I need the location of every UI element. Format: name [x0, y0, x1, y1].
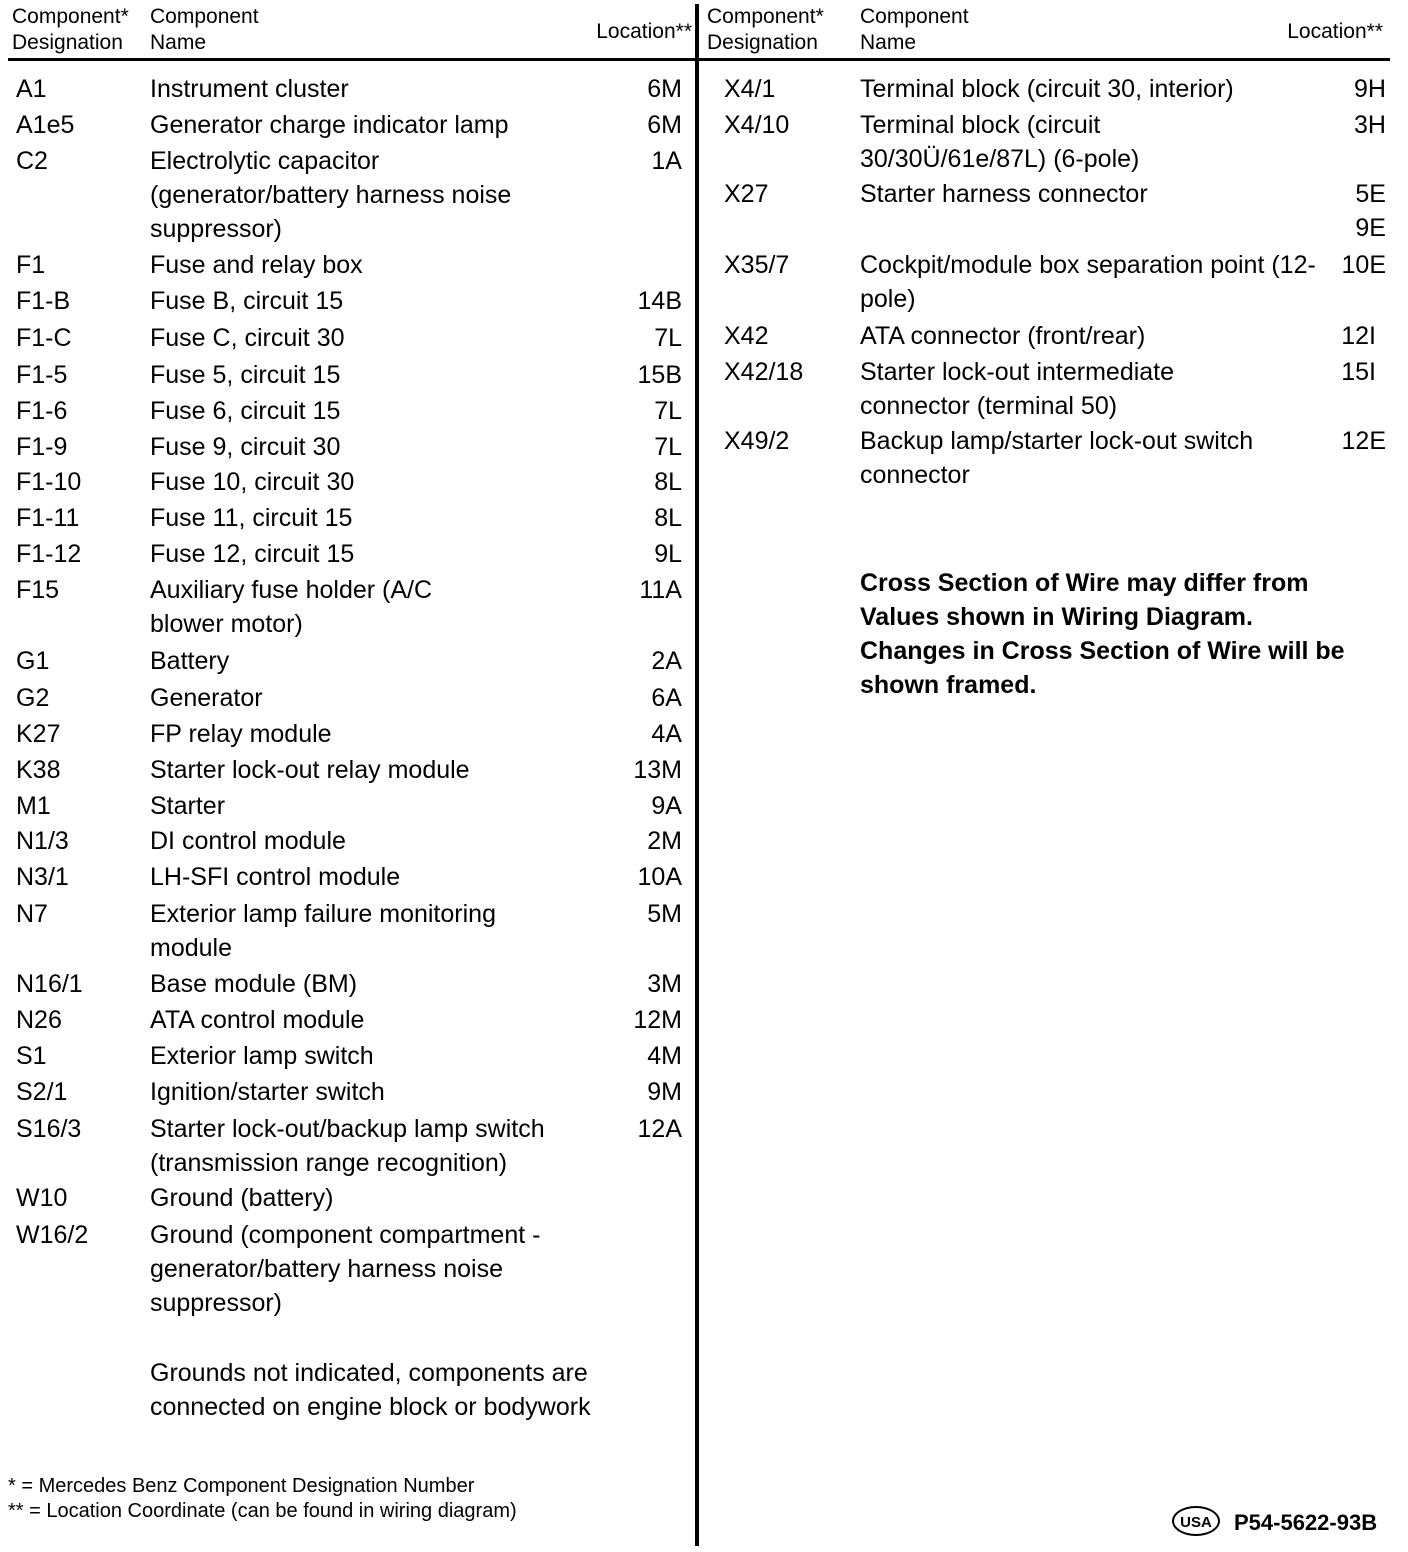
- header-name-line1: Component: [150, 5, 259, 28]
- location-cell: 2A: [651, 647, 682, 675]
- designation-cell: F15: [16, 576, 60, 604]
- name-cell: Backup lamp/starter lock-out switch connector: [860, 427, 1254, 489]
- designation-cell: W16/2: [16, 1221, 89, 1249]
- location-cell: 9M: [647, 1078, 682, 1106]
- designation-cell: M1: [16, 792, 51, 820]
- location-cell: 6A: [651, 684, 682, 712]
- document-code: P54-5622-93B: [1234, 1510, 1378, 1535]
- designation-cell: X4/1: [724, 75, 776, 103]
- designation-cell: F1-6: [16, 397, 68, 425]
- name-cell: Fuse B, circuit 15: [150, 287, 344, 315]
- location-cell: 10A: [637, 863, 682, 891]
- location-cell: 10E: [1341, 251, 1386, 279]
- location-cell: 6M: [647, 111, 682, 139]
- location-cell: 3H: [1354, 111, 1386, 139]
- header-name-line2: Name: [150, 31, 207, 54]
- header-designation-line2: Designation: [707, 31, 818, 54]
- header-designation-line1: Component*: [707, 5, 824, 28]
- name-cell: Fuse C, circuit 30: [150, 324, 345, 352]
- designation-cell: F1-11: [16, 504, 80, 532]
- location-cell: 13M: [633, 756, 682, 784]
- location-cell: 12I: [1341, 322, 1376, 350]
- name-cell: Auxiliary fuse holder (A/C blower motor): [150, 576, 433, 638]
- header-designation-line1: Component*: [12, 5, 129, 28]
- designation-cell: F1-B: [16, 287, 71, 315]
- name-cell: Starter: [150, 792, 226, 820]
- location-cell: 1A: [651, 147, 682, 175]
- name-cell: Starter lock-out relay module: [150, 756, 470, 784]
- designation-cell: X42/18: [724, 358, 804, 386]
- name-cell: Battery: [150, 647, 230, 675]
- designation-cell: G2: [16, 684, 50, 712]
- name-cell: Terminal block (circuit 30, interior): [860, 75, 1234, 103]
- grounds-note: Grounds not indicated, components are connected on engine block or bodywork: [150, 1359, 591, 1421]
- designation-cell: N26: [16, 1006, 62, 1034]
- name-cell: ATA control module: [150, 1006, 365, 1034]
- name-cell: Ground (component compartment - generator/battery harness noise suppressor): [150, 1221, 541, 1317]
- header-name-line2: Name: [860, 31, 917, 54]
- location-cell: 4A: [651, 720, 682, 748]
- designation-cell: S2/1: [16, 1078, 68, 1106]
- footnote-star: * = Mercedes Benz Component Designation Number: [8, 1475, 475, 1497]
- location-cell: 14B: [637, 287, 682, 315]
- location-cell: 15I: [1341, 358, 1376, 386]
- name-cell: Starter lock-out/backup lamp switch (transmission range recognition): [150, 1115, 545, 1177]
- location-cell: 7L: [654, 433, 682, 461]
- name-cell: Fuse 12, circuit 15: [150, 540, 355, 568]
- name-cell: Starter lock-out intermediate connector (terminal 50): [860, 358, 1175, 420]
- designation-cell: X4/10: [724, 111, 790, 139]
- left-name-header: [150, 4, 259, 56]
- designation-cell: X49/2: [724, 427, 790, 455]
- designation-cell: F1-C: [16, 324, 72, 352]
- designation-cell: X35/7: [724, 251, 790, 279]
- designation-cell: N7: [16, 900, 48, 928]
- name-cell: Ground (battery): [150, 1184, 334, 1212]
- designation-cell: C2: [16, 147, 48, 175]
- left-location-header: Location**: [596, 20, 692, 43]
- left-designation-header: [12, 4, 129, 56]
- location-cell: [1310, 177, 1386, 245]
- name-cell: FP relay module: [150, 720, 332, 748]
- name-cell: Fuse 5, circuit 15: [150, 361, 341, 389]
- name-cell: Generator charge indicator lamp: [150, 111, 509, 139]
- name-cell: Electrolytic capacitor (generator/battery harness noise suppressor): [150, 147, 512, 243]
- name-cell: Fuse 11, circuit 15: [150, 504, 353, 532]
- location-cell: 12A: [637, 1115, 682, 1143]
- designation-cell: N3/1: [16, 863, 69, 891]
- name-cell: Starter harness connector: [860, 180, 1148, 208]
- location-cell: 7L: [654, 397, 682, 425]
- location-cell: 9H: [1354, 75, 1386, 103]
- designation-cell: S16/3: [16, 1115, 82, 1143]
- right-designation-header: [707, 4, 824, 56]
- designation-cell: S1: [16, 1042, 47, 1070]
- name-cell: Cockpit/module box separation point (12-pole): [860, 251, 1316, 313]
- location-cell: 7L: [654, 324, 682, 352]
- name-cell: Exterior lamp failure monitoring module: [150, 900, 496, 962]
- designation-cell: K27: [16, 720, 61, 748]
- designation-cell: A1e5: [16, 111, 75, 139]
- location-cell: 5M: [647, 900, 682, 928]
- designation-cell: N16/1: [16, 970, 83, 998]
- right-name-header: [860, 4, 969, 56]
- designation-cell: F1-5: [16, 361, 68, 389]
- column-divider: [695, 4, 699, 1546]
- location-cell: 15B: [637, 361, 682, 389]
- designation-cell: G1: [16, 647, 50, 675]
- name-cell: Fuse and relay box: [150, 251, 363, 279]
- designation-cell: K38: [16, 756, 61, 784]
- name-cell: Exterior lamp switch: [150, 1042, 374, 1070]
- location-value: 5E: [1355, 180, 1386, 208]
- name-cell: Terminal block (circuit 30/30Ü/61e/87L) (6-pole): [860, 111, 1140, 173]
- name-cell: Ignition/starter switch: [150, 1078, 385, 1106]
- wire-cross-section-note: [860, 566, 1360, 702]
- designation-cell: F1: [16, 251, 46, 279]
- designation-cell: F1-9: [16, 433, 68, 461]
- note-line-2: Changes in Cross Section of Wire will be shown framed.: [860, 637, 1345, 699]
- designation-cell: F1-12: [16, 540, 82, 568]
- location-cell: 6M: [647, 75, 682, 103]
- right-location-header: Location**: [1287, 20, 1383, 43]
- header-designation-line2: Designation: [12, 31, 123, 54]
- location-cell: 11A: [639, 576, 682, 604]
- designation-cell: W10: [16, 1184, 68, 1212]
- location-cell: 12E: [1341, 427, 1386, 455]
- designation-cell: N1/3: [16, 827, 69, 855]
- location-cell: 8L: [654, 504, 682, 532]
- name-cell: Fuse 6, circuit 15: [150, 397, 341, 425]
- note-line-1: Cross Section of Wire may differ from Values shown in Wiring Diagram.: [860, 569, 1309, 631]
- location-cell: 2M: [647, 827, 682, 855]
- name-cell: ATA connector (front/rear): [860, 322, 1146, 350]
- name-cell: Fuse 9, circuit 30: [150, 433, 341, 461]
- location-cell: 4M: [647, 1042, 682, 1070]
- right-header-rule: [698, 58, 1390, 61]
- location-cell: 3M: [647, 970, 682, 998]
- name-cell: DI control module: [150, 827, 346, 855]
- name-cell: Base module (BM): [150, 970, 358, 998]
- designation-cell: X42: [724, 322, 769, 350]
- left-header-rule: [8, 58, 696, 61]
- location-cell: 9L: [654, 540, 682, 568]
- location-cell: 8L: [654, 468, 682, 496]
- name-cell: LH-SFI control module: [150, 863, 401, 891]
- footnote-double-star: ** = Location Coordinate (can be found in wiring diagram): [8, 1500, 517, 1522]
- usa-badge: USA: [1172, 1506, 1220, 1536]
- header-name-line1: Component: [860, 5, 969, 28]
- designation-cell: X27: [724, 180, 769, 208]
- location-value-secondary: 9E: [1355, 214, 1386, 242]
- designation-cell: A1: [16, 75, 47, 103]
- designation-cell: F1-10: [16, 468, 82, 496]
- name-cell: Fuse 10, circuit 30: [150, 468, 355, 496]
- name-cell: Instrument cluster: [150, 75, 349, 103]
- location-cell: 12M: [633, 1006, 682, 1034]
- location-cell: 9A: [651, 792, 682, 820]
- name-cell: Generator: [150, 684, 263, 712]
